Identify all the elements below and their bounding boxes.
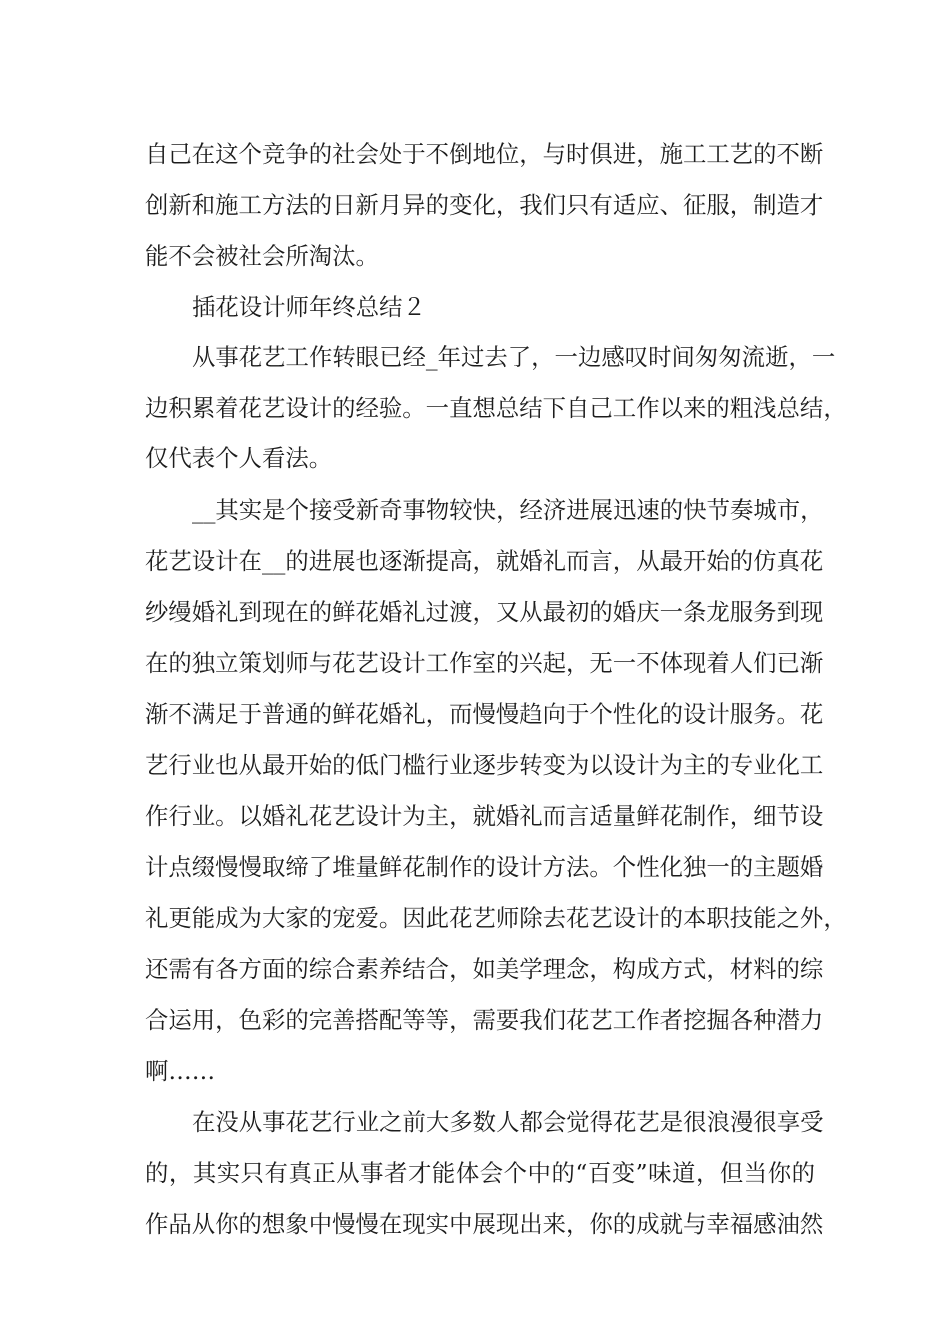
- paragraph-3-line-8: 计点缀慢慢取缔了堆量鲜花制作的设计方法。个性化独一的主题婚: [145, 853, 824, 881]
- paragraph-3-line-10: 还需有各方面的综合素养结合，如美学理念，构成方式，材料的综: [145, 955, 824, 983]
- paragraph-3-line-1: __其实是个接受新奇事物较快，经济进展迅速的快节奏城市，: [192, 496, 824, 524]
- paragraph-2-line-1: 从事花艺工作转眼已经_年过去了，一边感叹时间匆匆流逝，一: [192, 343, 836, 371]
- paragraph-3-line-3: 纱缦婚礼到现在的鲜花婚礼过渡，又从最初的婚庆一条龙服务到现: [145, 598, 824, 626]
- paragraph-1-line-2: 创新和施工方法的日新月异的变化，我们只有适应、征服，制造才: [145, 191, 824, 219]
- paragraph-3-line-12: 啊……: [145, 1057, 216, 1085]
- paragraph-3-line-6: 艺行业也从最开始的低门槛行业逐步转变为以设计为主的专业化工: [145, 751, 824, 779]
- paragraph-1-line-3: 能不会被社会所淘汰。: [145, 242, 379, 270]
- paragraph-2-line-3: 仅代表个人看法。: [145, 444, 333, 472]
- paragraph-4-line-3: 作品从你的想象中慢慢在现实中展现出来，你的成就与幸福感油然: [145, 1210, 824, 1238]
- paragraph-3-line-7: 作行业。以婚礼花艺设计为主，就婚礼而言适量鲜花制作，细节设: [145, 802, 824, 830]
- paragraph-3-line-5: 渐不满足于普通的鲜花婚礼，而慢慢趋向于个性化的设计服务。花: [145, 700, 824, 728]
- paragraph-2-line-2: 边积累着花艺设计的经验。一直想总结下自己工作以来的粗浅总结，: [145, 394, 847, 422]
- paragraph-3-line-4: 在的独立策划师与花艺设计工作室的兴起，无一不体现着人们已渐: [145, 649, 824, 677]
- paragraph-1-line-1: 自己在这个竞争的社会处于不倒地位，与时俱进，施工工艺的不断: [145, 140, 824, 168]
- section-heading: 插花设计师年终总结２: [192, 293, 426, 321]
- paragraph-4-line-2: 的，其实只有真正从事者才能体会个中的“百变”味道，但当你的: [145, 1159, 815, 1187]
- paragraph-3-line-9: 礼更能成为大家的宠爱。因此花艺师除去花艺设计的本职技能之外，: [145, 904, 847, 932]
- paragraph-3-line-11: 合运用，色彩的完善搭配等等，需要我们花艺工作者挖掘各种潜力: [145, 1006, 824, 1034]
- paragraph-3-line-2: 花艺设计在__的进展也逐渐提高，就婚礼而言，从最开始的仿真花: [145, 547, 824, 575]
- paragraph-4-line-1: 在没从事花艺行业之前大多数人都会觉得花艺是很浪漫很享受: [192, 1108, 824, 1136]
